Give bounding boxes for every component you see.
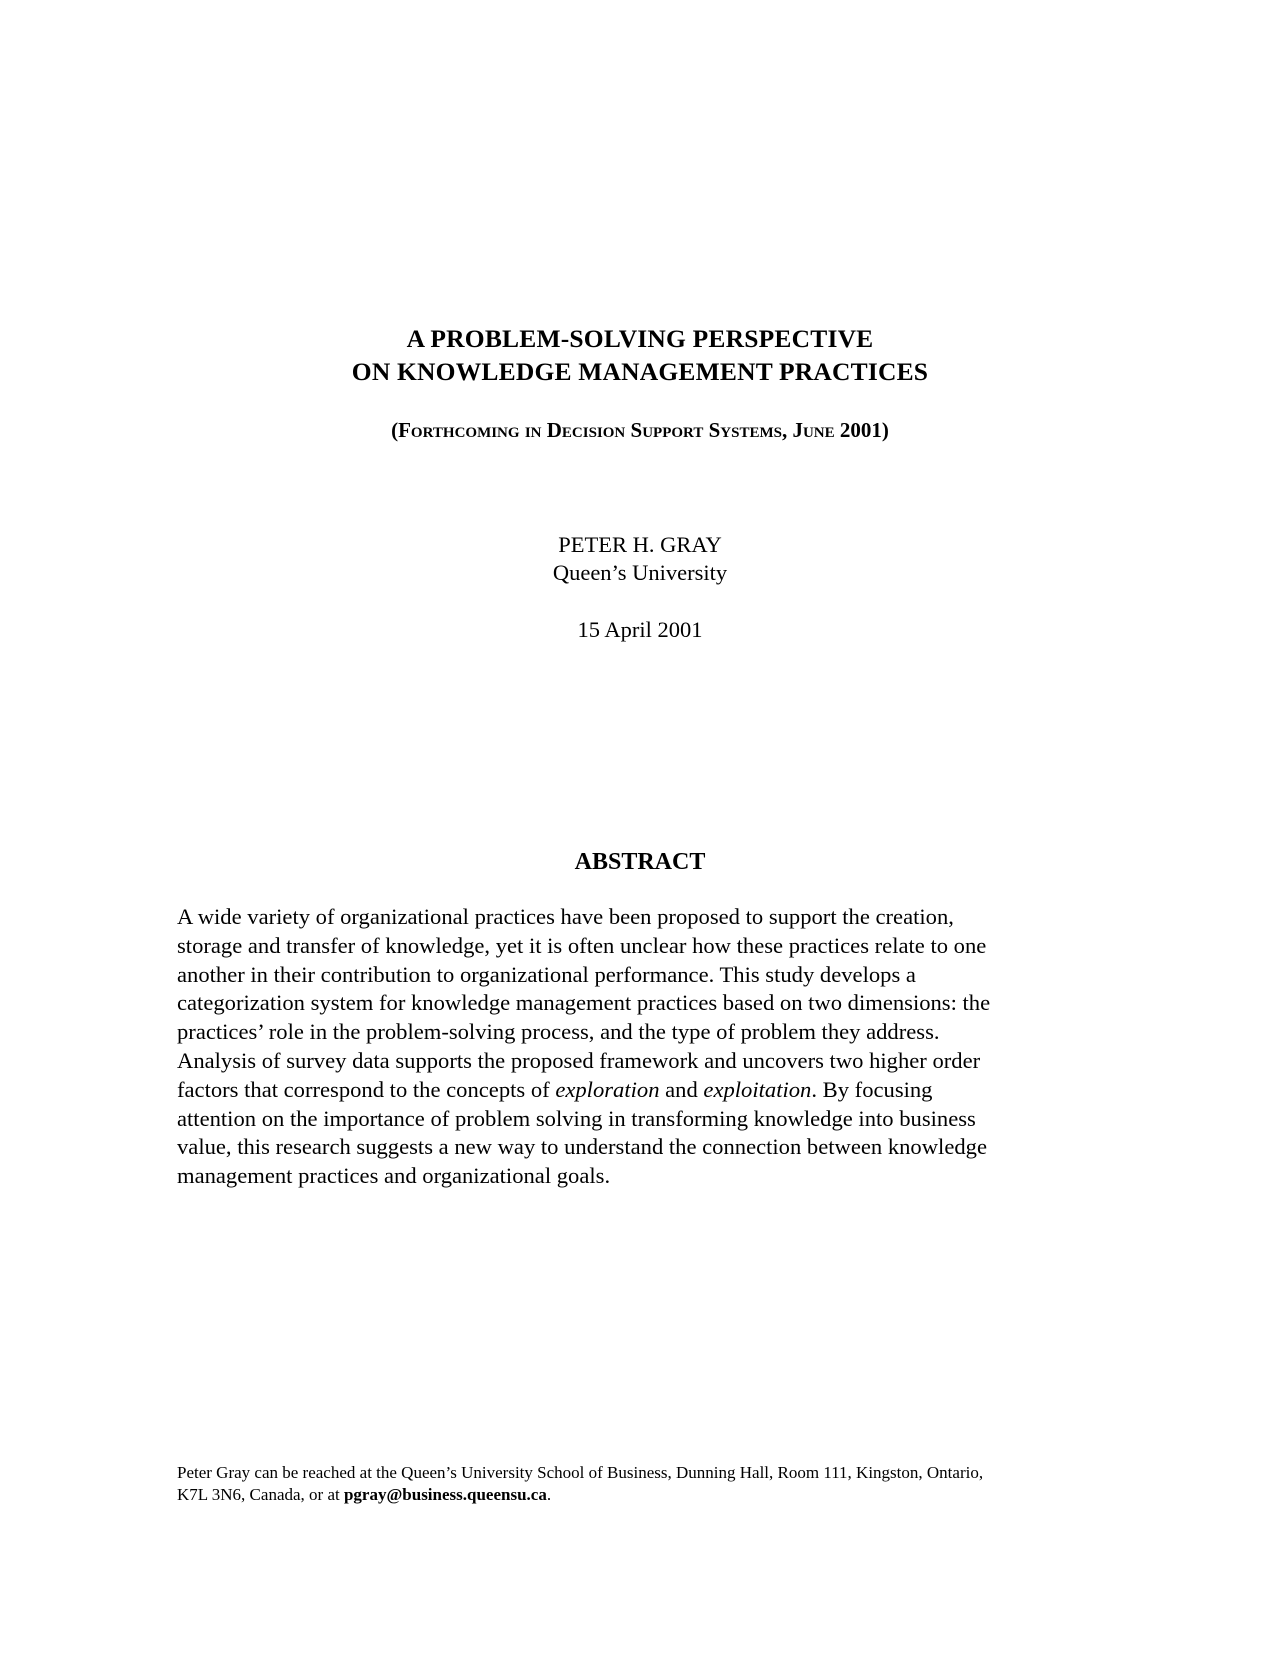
- abstract-term-exploitation: exploitation: [703, 1076, 812, 1102]
- author-affiliation: Queen’s University: [552, 560, 728, 585]
- footnote-line: [177, 1484, 1117, 1506]
- footnote-text: K7L 3N6, Canada, or at: [177, 1485, 344, 1504]
- abstract-line: A wide variety of organizational practices have been proposed to support the creation,: [177, 904, 954, 929]
- publication-note-word: Support: [630, 418, 704, 442]
- abstract-term-exploration: exploration: [555, 1076, 660, 1102]
- paper-title-line-2: ON KNOWLEDGE MANAGEMENT PRACTICES: [351, 357, 929, 386]
- abstract-body: [177, 903, 1097, 1191]
- abstract-line: Analysis of survey data supports the proposed framework and uncovers two higher order: [177, 1047, 981, 1073]
- footnote-text: .: [546, 1485, 552, 1504]
- publication-note-open-paren: (: [391, 418, 399, 442]
- publication-note-word: Forthcoming: [398, 418, 520, 442]
- publication-note-word: Systems,: [708, 418, 788, 442]
- paper-date: 15 April 2001: [577, 617, 703, 642]
- author-email-link[interactable]: pgray@business.queensu.ca: [343, 1485, 547, 1504]
- abstract-text: factors that correspond to the concepts of: [177, 1076, 556, 1102]
- paper-title: [0, 322, 1280, 388]
- contact-footnote: [177, 1462, 1117, 1506]
- publication-note: [0, 417, 1280, 443]
- publication-note-word: Decision: [546, 418, 626, 442]
- abstract-text: . By focusing: [811, 1076, 933, 1102]
- author-name: PETER H. GRAY: [558, 532, 722, 557]
- publication-note-close-paren: ): [881, 418, 889, 442]
- publication-note-year: 2001: [839, 418, 882, 442]
- paper-title-line-1: A PROBLEM-SOLVING PERSPECTIVE: [406, 324, 874, 353]
- abstract-line: another in their contribution to organizational performance. This study develops a: [177, 961, 916, 987]
- footnote-line: Peter Gray can be reached at the Queen’s University School of Business, Dunning Hall, Room 111, Kingston, Ontario,: [177, 1463, 984, 1482]
- abstract-heading: ABSTRACT: [574, 849, 706, 875]
- abstract-text: and: [659, 1076, 704, 1102]
- abstract-line: [177, 1076, 1097, 1105]
- abstract-line: attention on the importance of problem solving in transforming knowledge into business: [177, 1105, 976, 1131]
- publication-note-word: June: [792, 418, 835, 442]
- abstract-line: management practices and organizational goals.: [177, 1163, 611, 1189]
- author-block: [0, 531, 1280, 587]
- abstract-line: practices’ role in the problem-solving process, and the type of problem they address.: [177, 1019, 940, 1045]
- abstract-line: categorization system for knowledge management practices based on two dimensions: the: [177, 990, 991, 1016]
- abstract-line: storage and transfer of knowledge, yet it is often unclear how these practices relate to one: [177, 932, 987, 958]
- abstract-line: value, this research suggests a new way to understand the connection between knowledge: [177, 1134, 987, 1160]
- publication-note-word: in: [524, 418, 542, 442]
